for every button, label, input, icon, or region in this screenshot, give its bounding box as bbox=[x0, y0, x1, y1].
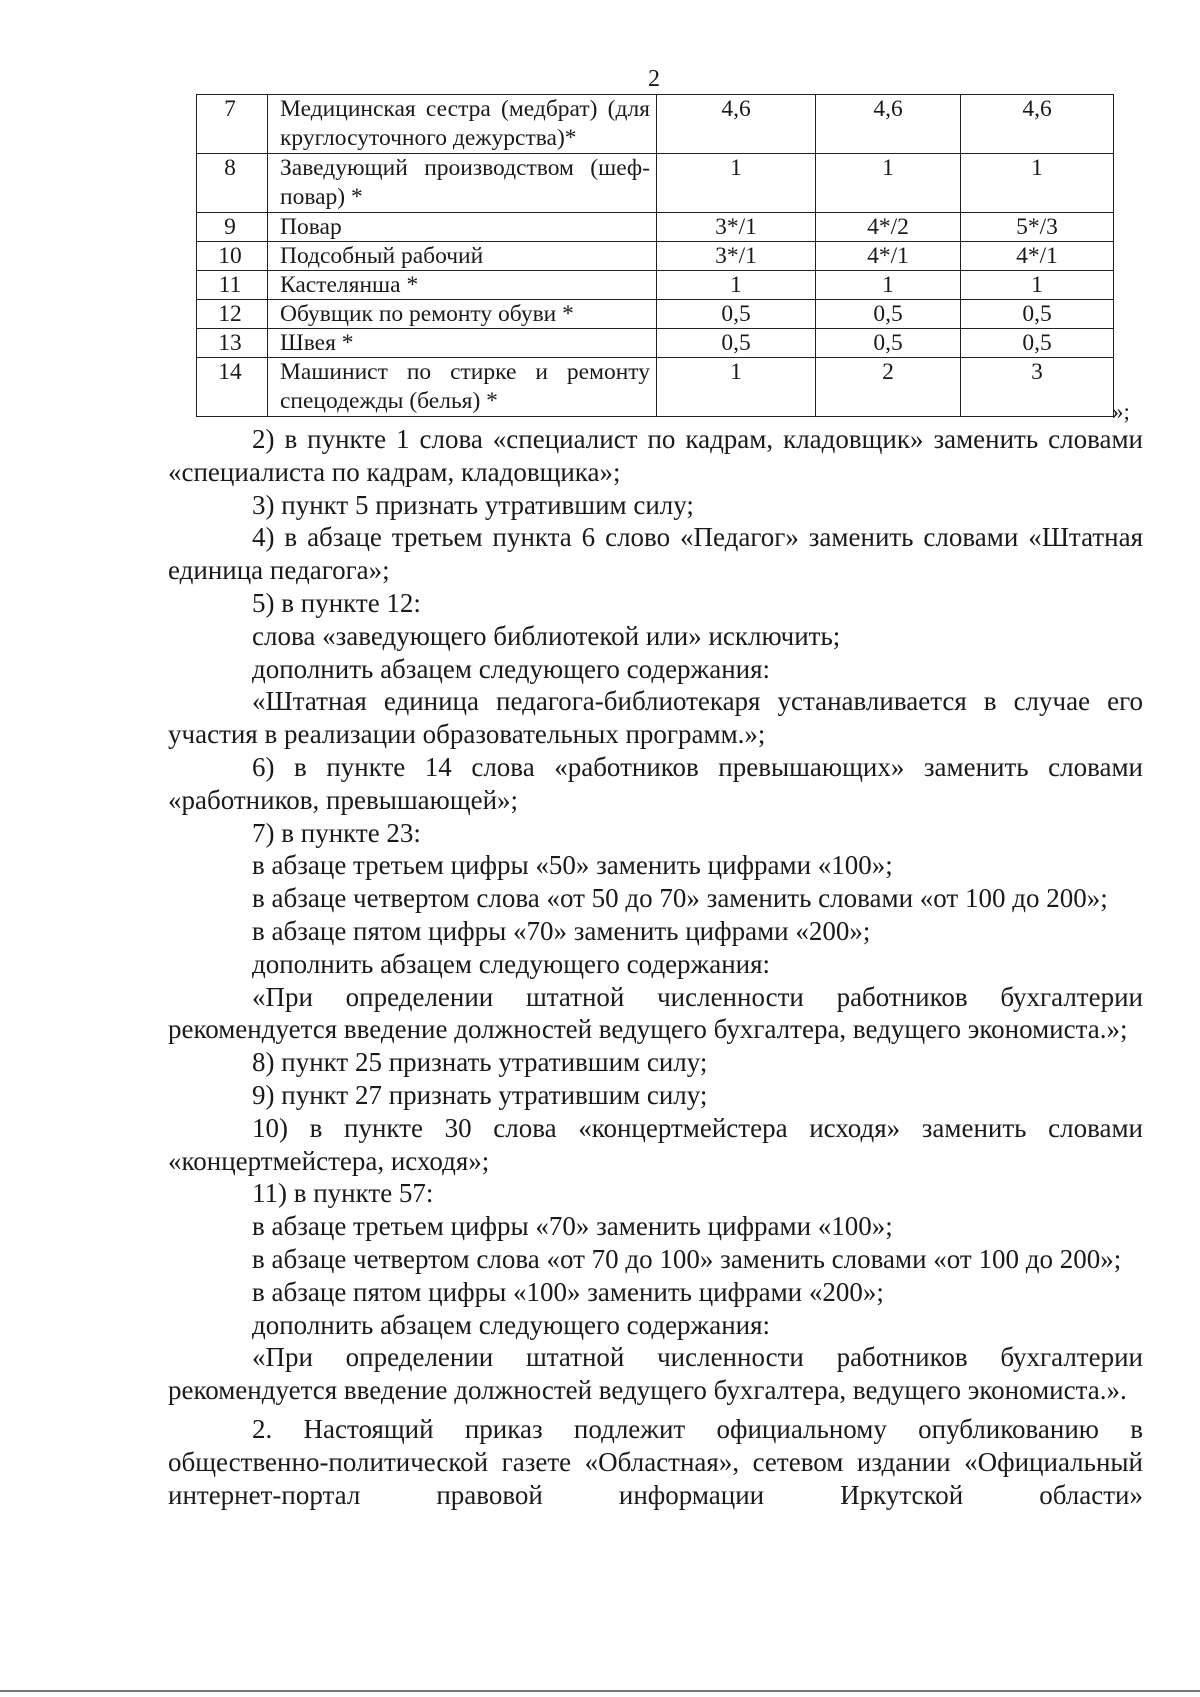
paragraph: «Штатная единица педагога-библиотекаря устанавливается в случае его участия в реализации образовательных программ.»; bbox=[168, 686, 1143, 750]
paragraph: 4) в абзаце третьем пункта 6 слово «Педагог» заменить словами «Штатная единица педагога»; bbox=[168, 522, 1143, 586]
value-cell: 4*/1 bbox=[816, 242, 961, 271]
paragraph: 2. Настоящий приказ подлежит официальному опубликованию в общественно-политической газете «Областная», сетевом издании «Официальный интернет-портал правовой информации Иркутской области» bbox=[168, 1413, 1143, 1510]
value-cell: 0,5 bbox=[816, 329, 961, 358]
value-cell: 1 bbox=[657, 154, 816, 213]
paragraph: дополнить абзацем следующего содержания: bbox=[252, 948, 771, 979]
value-cell: 0,5 bbox=[657, 300, 816, 329]
paragraph: «При определении штатной численности работников бухгалтерии рекомендуется введение должностей ведущего бухгалтера, ведущего экономиста.». bbox=[168, 1342, 1143, 1406]
row-number: 12 bbox=[197, 300, 268, 329]
value-cell: 1 bbox=[816, 271, 961, 300]
paragraph: в абзаце пятом цифры «100» заменить цифрами «200»; bbox=[252, 1276, 884, 1307]
table-row bbox=[197, 271, 1114, 300]
value-cell: 1 bbox=[657, 271, 816, 300]
value-cell: 1 bbox=[657, 358, 816, 417]
table-closing-quote: »; bbox=[1112, 399, 1130, 424]
position-name: Обувщик по ремонту обуви * bbox=[268, 300, 657, 329]
table-row bbox=[197, 213, 1114, 242]
table-row bbox=[197, 242, 1114, 271]
paragraph: 3) пункт 5 признать утратившим силу; bbox=[252, 489, 694, 520]
table-row bbox=[197, 358, 1114, 417]
paragraph: слова «заведующего библиотекой или» исключить; bbox=[252, 620, 841, 651]
paragraph: 6) в пункте 14 слова «работников превышающих» заменить словами «работников, превышающей»; bbox=[168, 751, 1143, 815]
position-name: Машинист по стирке и ремонту спецодежды (белья) * bbox=[268, 358, 657, 417]
row-number: 14 bbox=[197, 358, 268, 417]
paragraph: 7) в пункте 23: bbox=[252, 817, 421, 848]
value-cell: 4*/2 bbox=[816, 213, 961, 242]
position-name: Медицинская сестра (медбрат) (для круглосуточного дежурства)* bbox=[268, 95, 657, 154]
position-name: Заведующий производством (шеф-повар) * bbox=[268, 154, 657, 213]
value-cell: 3*/1 bbox=[657, 242, 816, 271]
value-cell: 1 bbox=[816, 154, 961, 213]
row-number: 9 bbox=[197, 213, 268, 242]
value-cell: 3*/1 bbox=[657, 213, 816, 242]
value-cell: 4,6 bbox=[816, 95, 961, 154]
paragraph: «При определении штатной численности работников бухгалтерии рекомендуется введение должностей ведущего бухгалтера, ведущего экономиста.»; bbox=[168, 981, 1143, 1045]
value-cell: 0,5 bbox=[961, 300, 1114, 329]
row-number: 13 bbox=[197, 329, 268, 358]
position-name: Швея * bbox=[268, 329, 657, 358]
row-number: 7 bbox=[197, 95, 268, 154]
value-cell: 0,5 bbox=[657, 329, 816, 358]
paragraph: 2) в пункте 1 слова «специалист по кадрам, кладовщик» заменить словами «специалиста по кадрам, кладовщика»; bbox=[168, 424, 1143, 487]
paragraph: 5) в пункте 12: bbox=[252, 587, 421, 618]
value-cell: 3 bbox=[961, 358, 1114, 417]
paragraph: в абзаце четвертом слова «от 50 до 70» заменить словами «от 100 до 200»; bbox=[252, 883, 1108, 914]
row-number: 8 bbox=[197, 154, 268, 213]
table-row bbox=[197, 154, 1114, 213]
value-cell: 4,6 bbox=[657, 95, 816, 154]
page-number: 2 bbox=[648, 66, 660, 92]
value-cell: 4*/1 bbox=[961, 242, 1114, 271]
value-cell: 0,5 bbox=[816, 300, 961, 329]
paragraph: дополнить абзацем следующего содержания: bbox=[252, 1309, 771, 1340]
value-cell: 0,5 bbox=[961, 329, 1114, 358]
position-name: Подсобный рабочий bbox=[268, 242, 657, 271]
row-number: 10 bbox=[197, 242, 268, 271]
paragraph: 9) пункт 27 признать утратившим силу; bbox=[252, 1079, 708, 1110]
row-number: 11 bbox=[197, 271, 268, 300]
value-cell: 1 bbox=[961, 154, 1114, 213]
paragraph: в абзаце пятом цифры «70» заменить цифрами «200»; bbox=[252, 915, 871, 946]
value-cell: 5*/3 bbox=[961, 213, 1114, 242]
paragraph: в абзаце третьем цифры «50» заменить цифрами «100»; bbox=[252, 850, 893, 881]
table-row bbox=[197, 95, 1114, 154]
position-name: Кастелянша * bbox=[268, 271, 657, 300]
paragraph: 8) пункт 25 признать утратившим силу; bbox=[252, 1047, 708, 1078]
value-cell: 4,6 bbox=[961, 95, 1114, 154]
paragraph: дополнить абзацем следующего содержания: bbox=[252, 653, 771, 684]
position-name: Повар bbox=[268, 213, 657, 242]
staff-table bbox=[196, 94, 1114, 417]
paragraph: 11) в пункте 57: bbox=[252, 1178, 434, 1209]
value-cell: 1 bbox=[961, 271, 1114, 300]
value-cell: 2 bbox=[816, 358, 961, 417]
paragraph: 10) в пункте 30 слова «концертмейстера исходя» заменить словами «концертмейстера, исходя»; bbox=[168, 1112, 1143, 1176]
paragraph: в абзаце четвертом слова «от 70 до 100» заменить словами «от 100 до 200»; bbox=[252, 1243, 1122, 1274]
document-body bbox=[168, 423, 1143, 1511]
table-row bbox=[197, 329, 1114, 358]
scan-edge-line bbox=[0, 1690, 1200, 1692]
table-row bbox=[197, 300, 1114, 329]
paragraph: в абзаце третьем цифры «70» заменить цифрами «100»; bbox=[252, 1211, 893, 1242]
